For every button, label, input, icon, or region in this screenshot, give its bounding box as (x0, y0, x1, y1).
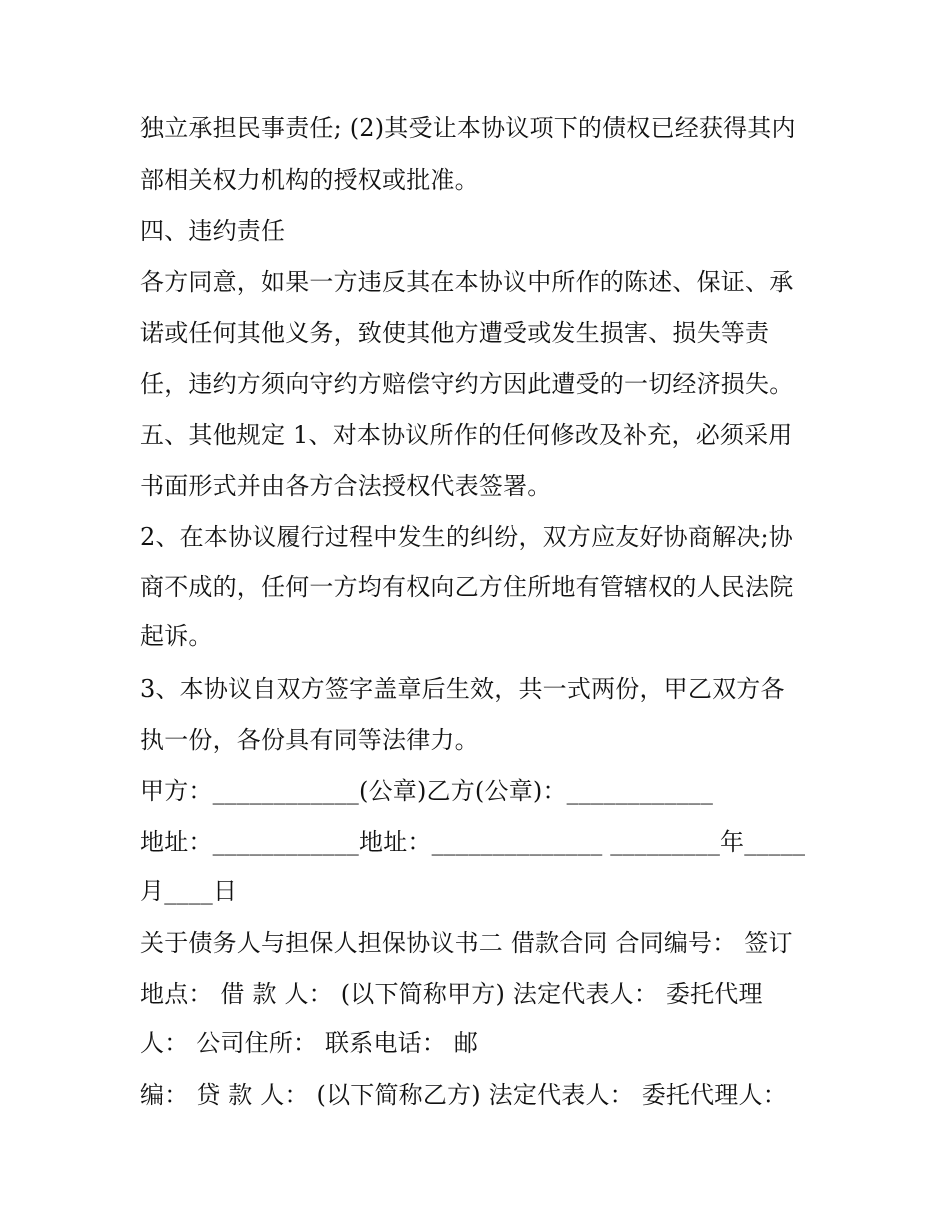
text-line: 3、本协议自双方签字盖章后生效，共一式两份，甲乙双方各 (140, 675, 785, 703)
text-line: 书面形式并由各方合法授权代表签署。 (140, 472, 552, 500)
text-line: 各方同意，如果一方违反其在本协议中所作的陈述、保证、承 (140, 268, 794, 296)
text-line: 诺或任何其他义务，致使其他方遭受或发生损害、损失等责 (140, 319, 770, 347)
text-line: 起诉。 (140, 622, 213, 650)
text-line: 商不成的，任何一方均有权向乙方住所地有管辖权的人民法院 (140, 573, 794, 601)
text-line: 五、其他规定 1、对本协议所作的任何修改及补充，必须采用 (140, 421, 793, 449)
text-line: 执一份，各份具有同等法律力。 (140, 726, 479, 754)
signature-line: 甲方：____________(公章)乙方(公章)：____________ (140, 777, 714, 805)
text-line: 2、在本协议履行过程中发生的纠纷，双方应友好协商解决;协 (140, 523, 793, 551)
text-line: 独立承担民事责任; (2)其受让本协议项下的债权已经获得其内 (140, 114, 796, 142)
text-line: 地点： 借 款 人： (以下简称甲方) 法定代表人： 委托代理 (140, 980, 763, 1008)
text-line: 编： 贷 款 人： (以下简称乙方) 法定代表人： 委托代理人： (140, 1081, 787, 1109)
address-line: 地址：____________地址：______________ _________年_____ (140, 828, 806, 856)
text-line: 人： 公司住所： 联系电话： 邮 (140, 1029, 479, 1057)
text-line: 部相关权力机构的授权或批准。 (140, 166, 479, 194)
text-line: 任，违约方须向守约方赔偿守约方因此遭受的一切经济损失。 (140, 370, 794, 398)
date-line: 月____日 (140, 877, 238, 905)
section-heading: 四、违约责任 (140, 217, 286, 245)
text-line: 关于债务人与担保人担保协议书二 借款合同 合同编号： 签订 (140, 929, 793, 957)
